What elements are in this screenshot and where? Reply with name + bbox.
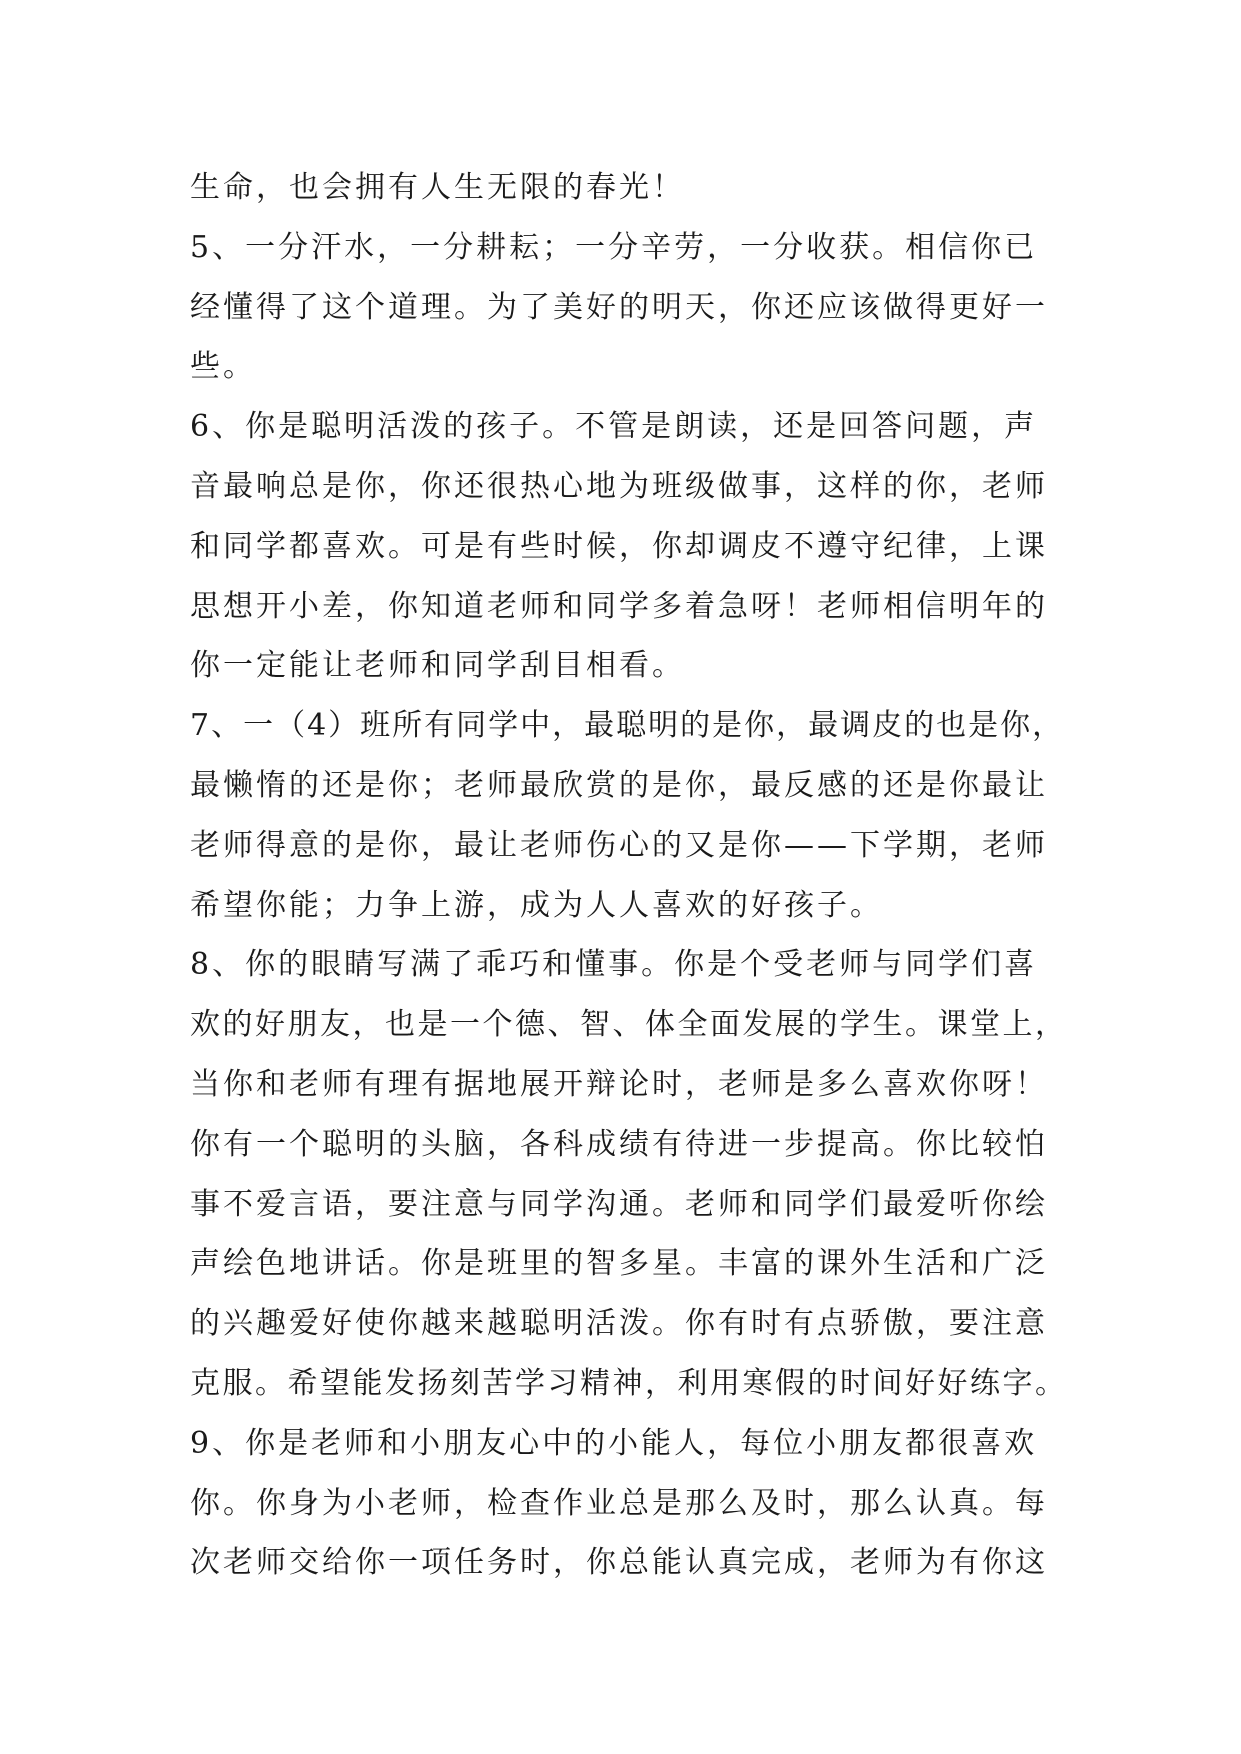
text-line: 和同学都喜欢。可是有些时候，你却调皮不遵守纪律，上课: [190, 528, 1048, 564]
text-line: 8、你的眼睛写满了乖巧和懂事。你是个受老师与同学们喜: [190, 947, 1038, 983]
text-line: 7、一（4）班所有同学中，最聪明的是你，最调皮的也是你，: [190, 708, 1065, 744]
text-line: 些。: [190, 349, 256, 385]
text-line: 老师得意的是你，最让老师伤心的又是你——下学期，老师: [190, 827, 1048, 863]
text-line: 当你和老师有理有据地展开辩论时，老师是多么喜欢你呀！: [190, 1066, 1048, 1102]
text-line: 音最响总是你，你还很热心地为班级做事，这样的你，老师: [190, 468, 1048, 504]
text-line: 次老师交给你一项任务时，你总能认真完成，老师为有你这: [190, 1545, 1048, 1581]
text-line: 你有一个聪明的头脑，各科成绩有待进一步提高。你比较怕: [190, 1126, 1048, 1162]
text-line: 经懂得了这个道理。为了美好的明天，你还应该做得更好一: [190, 289, 1048, 325]
text-line: 声绘色地讲话。你是班里的智多星。丰富的课外生活和广泛: [190, 1246, 1048, 1282]
text-line: 克服。希望能发扬刻苦学习精神，利用寒假的时间好好练字。: [190, 1365, 1068, 1401]
text-line: 生命，也会拥有人生无限的春光！: [190, 170, 685, 205]
text-line: 事不爱言语，要注意与同学沟通。老师和同学们最爱听你绘: [190, 1186, 1048, 1222]
text-line: 你一定能让老师和同学刮目相看。: [190, 648, 685, 684]
body-text: [190, 158, 1070, 1593]
text-line: 5、一分汗水，一分耕耘；一分辛劳，一分收获。相信你已: [190, 229, 1038, 265]
text-line: 9、你是老师和小朋友心中的小能人，每位小朋友都很喜欢: [190, 1425, 1038, 1461]
text-line: 你。你身为小老师，检查作业总是那么及时，那么认真。每: [190, 1485, 1048, 1521]
text-line: 最懒惰的还是你；老师最欣赏的是你，最反感的还是你最让: [190, 767, 1048, 803]
text-line: 6、你是聪明活泼的孩子。不管是朗读，还是回答问题，声: [190, 409, 1038, 445]
text-line: 欢的好朋友，也是一个德、智、体全面发展的学生。课堂上，: [190, 1007, 1068, 1043]
text-line: 希望你能；力争上游，成为人人喜欢的好孩子。: [190, 887, 883, 923]
text-line: 的兴趣爱好使你越来越聪明活泼。你有时有点骄傲，要注意: [190, 1306, 1048, 1342]
text-line: 思想开小差，你知道老师和同学多着急呀！老师相信明年的: [190, 588, 1048, 624]
